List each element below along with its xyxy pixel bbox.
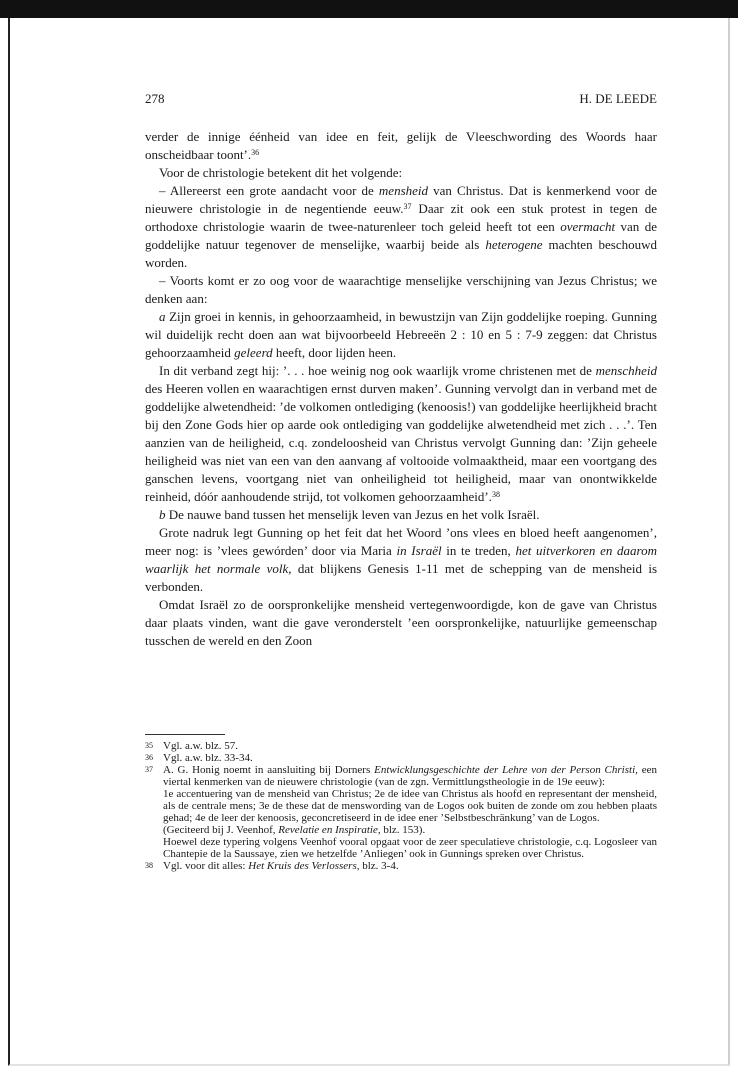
paragraph-p3: – Allereerst een grote aandacht voor de mensheid van Christus. Dat is kenmerkend voor de nieuwere christologie in de negentiende eeuw.$^{37}$ Daar zit ook een stuk protest in tegen de orthodoxe christologie waarin de twee-naturenleer toch geleid heeft tot een overmacht van de goddelijke natuur tegenover de menselijke, waarbij beide als heterogene machten beschouwd worden. <box>145 183 658 270</box>
paragraph-p4: – Voorts komt er zo oog voor de waarachtige menselijke verschijning van Jezus Christus; we denken aan: <box>145 273 657 306</box>
running-header <box>145 90 657 108</box>
running-head: H. DE LEEDE <box>579 91 657 106</box>
footnote-36 <box>145 752 657 764</box>
footnote-text: A. G. Honig noemt in aansluiting bij Dorners Entwicklungsgeschichte der Lehre von der Person Christi, een viertal kenmerken van de nieuwere christologie (van de zgn. Vermittlungstheologie in de 19e eeuw): 1e accentuering van de mensheid van Christus; 2e de idee van Christus als hoofd en representant der mensheid, als de centrale mens; 3e de these dat de menswording van de Logos ook buiten de zonde om zou hebben plaats gehad; 4e de leer der kenoosis, geconcretiseerd in de idee ener ’Selbstbeschränkung’ van de Logos. (Geciteerd bij J. Veenhof, Revelatie en Inspiratie, blz. 153). Hoewel deze typering volgens Veenhof vooral opgaat voor de zeer speculatieve christologie, c.q. Logosleer van Chantepie de la Saussaye, zien we hetzelfde ’Anliegen’ ook in Gunnings spreken over Christus. <box>163 764 658 860</box>
paragraph-p1: verder de innige éénheid van idee en feit, gelijk de Vleeschwording des Woords haar onscheidbaar toont’.$^{36}$ <box>145 129 657 162</box>
footnote-38 <box>145 860 657 872</box>
page-number: 278 <box>145 91 165 106</box>
footnote-text: Vgl. a.w. blz. 33-34. <box>163 752 253 764</box>
footnote-number: 35 <box>145 741 153 750</box>
footnotes <box>145 734 657 872</box>
paragraph-p8: Grote nadruk legt Gunning op het feit dat het Woord ’ons vlees en bloed heeft aangenomen’, meer nog: is ’vlees gewórden’ door via Maria in Israël in te treden, het uitverkoren en daarom waarlijk het normale volk, dat blijkens Genesis 1-11 met de schepping van de mensheid is verbonden. <box>145 525 658 594</box>
paragraph-p6: In dit verband zegt hij: ’. . . hoe weinig nog ook waarlijk vrome christenen met de menschheid des Heeren vollen en waarachtigen ernst durven maken’. Gunning vervolgt dan in verband met de goddelijke alwetendheid: ’de volkomen ontlediging (kenoosis!) van goddelijke heerlijkheid bracht bij den Zone Gods hier op aarde ook ontlediging van goddelijke alwetendheid met zich . . .’. Ten aanzien van de heiligheid, c.q. zondeloosheid van Christus vervolgt Gunning dan: ’Zijn geheele heiligheid was niet van een van den aanvang af voltooide volmaaktheid, maar een voortgang des ganschen levens, voortgang niet van onheiligheid tot heiligheid, maar van onontwikkelde reinheid, dóór aanhoudende strijd, tot volkomen gehoorzaamheid’.$^{38}$ <box>145 363 657 504</box>
paragraph-p2: Voor de christologie betekent dit het volgende: <box>159 165 403 180</box>
footnote-text: Vgl. a.w. blz. 57. <box>163 740 239 752</box>
page-content <box>145 90 657 872</box>
footnote-rule <box>145 734 225 735</box>
paragraph-p5: a Zijn groei in kennis, in gehoorzaamheid, in bewustzijn van Zijn goddelijke roeping. Gunning wil duidelijk recht doen aan wat bijvoorbeeld Hebreeën 2 : 10 en 5 : 7-9 zeggen: dat Christus gehoorzaamheid geleerd heeft, door lijden heen. <box>145 309 657 360</box>
footnote-number: 36 <box>145 753 153 762</box>
scan-top-border <box>0 0 738 18</box>
footnote-35 <box>145 740 657 752</box>
footnote-number: 37 <box>145 765 153 774</box>
footnote-list <box>145 740 657 872</box>
paragraph-p7: b De nauwe band tussen het menselijk leven van Jezus en het volk Israël. <box>159 507 540 522</box>
footnote-text: Vgl. voor dit alles: Het Kruis des Verlossers, blz. 3-4. <box>163 860 399 872</box>
footnote-37 <box>145 764 657 860</box>
paragraph-p9: Omdat Israël zo de oorspronkelijke mensheid vertegenwoordigde, kon de gave van Christus daar plaats vinden, want die gave veronderstelt ’een oorspronkelijke, natuurlijke gemeenschap tusschen de wereld en den Zoon <box>145 597 657 648</box>
body-text <box>145 128 657 650</box>
footnote-number: 38 <box>145 861 153 870</box>
